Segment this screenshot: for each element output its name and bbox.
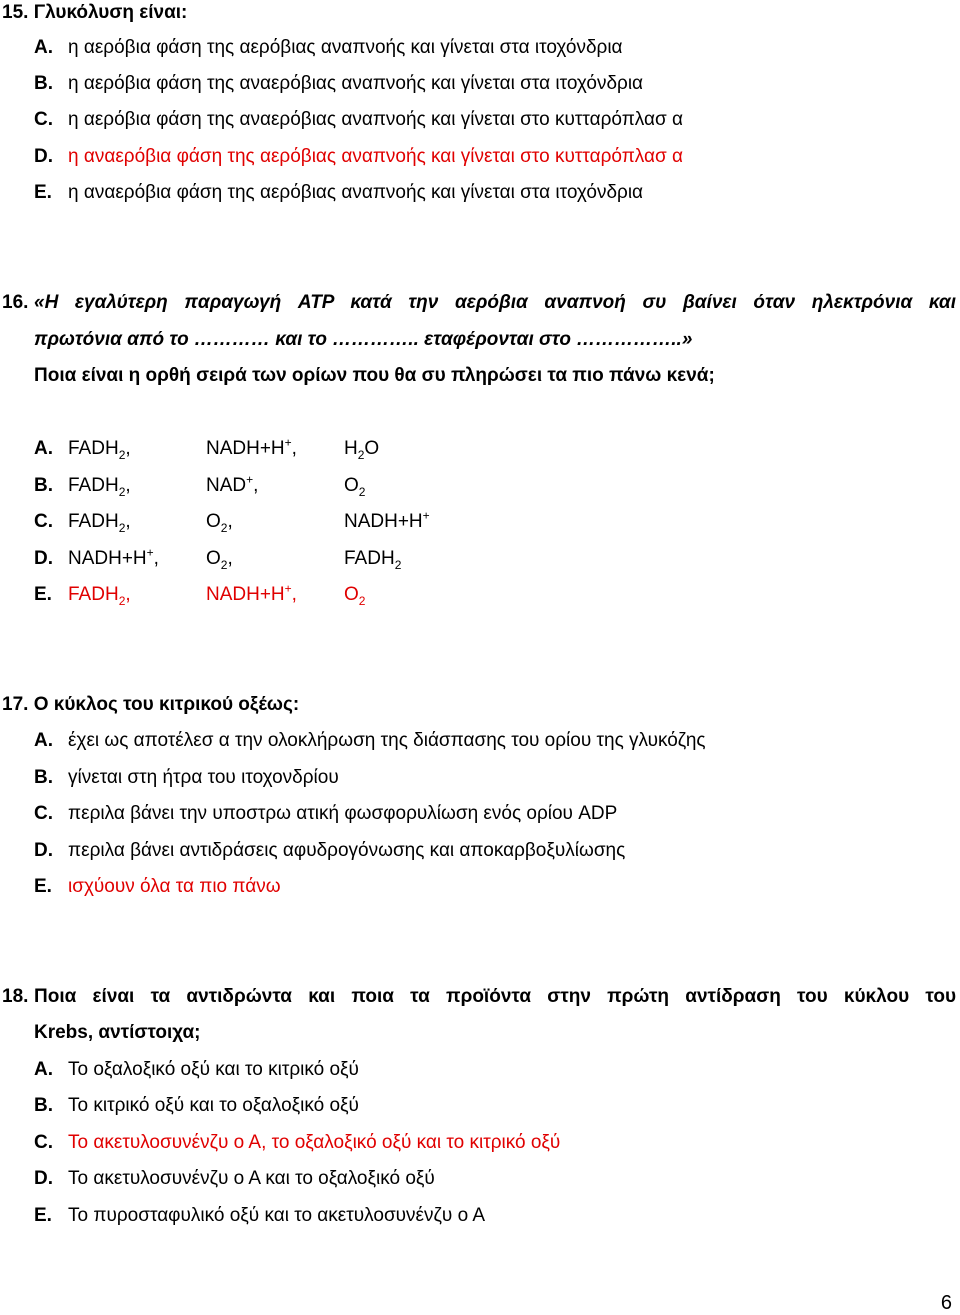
option-term-1: $FADH_2$,	[68, 475, 131, 499]
option-text: η αερόβια φάση της αναερόβιας αναπνοής και γίνεται στο κυτταρόπλασ α	[68, 109, 683, 130]
q18-option-b	[34, 1094, 359, 1118]
q15-option-c	[34, 108, 683, 132]
option-term-3: $H_2O$	[344, 438, 380, 462]
option-letter: E.	[34, 1205, 52, 1226]
page-number: 6	[940, 1292, 952, 1314]
q18-title-line1: Ποια είναι τα αντιδρώντα και ποια τα προϊόντα στην πρώτη αντίδραση του κύκλου του	[34, 986, 956, 1007]
q18-number: 18.	[2, 986, 29, 1007]
q17-option-e	[34, 875, 281, 899]
option-term-1: $FADH_2$,	[68, 511, 131, 535]
q18-option-a	[34, 1058, 359, 1082]
option-letter: B.	[34, 1095, 53, 1116]
option-letter: C.	[34, 109, 53, 130]
q15-title: 15. Γλυκόλυση είναι:	[2, 2, 188, 23]
q17-option-b	[34, 766, 339, 790]
q17-option-a	[34, 729, 706, 753]
q17-title: 17. Ο κύκλος του κιτρικού οξέως:	[2, 694, 300, 715]
option-letter: B.	[34, 73, 53, 94]
q16-stem-line1: «Η εγαλύτερη παραγωγή ATP κατά την αερόβια αναπνοή συ βαίνει όταν ηλεκτρόνια και	[34, 292, 956, 313]
option-term-2: NAD+,	[206, 472, 259, 496]
option-text-answer: Το ακετυλοσυνένζυ ο Α, το οξαλοξικό οξύ και το κιτρικό οξύ	[68, 1132, 561, 1153]
option-term-1: NADH+H+,	[68, 545, 159, 569]
option-text: η αερόβια φάση της αερόβιας αναπνοής και γίνεται στα ιτοχόνδρια	[68, 37, 623, 58]
q16-number: 16.	[2, 292, 29, 313]
option-letter: A.	[34, 37, 53, 58]
option-letter: D.	[34, 1168, 53, 1189]
q15-option-e	[34, 181, 643, 205]
option-letter: D.	[34, 548, 53, 569]
q15-option-a	[34, 36, 623, 60]
option-text: η αναερόβια φάση της αερόβιας αναπνοής και γίνεται στα ιτοχόνδρια	[68, 182, 644, 203]
q16-question: Ποια είναι η ορθή σειρά των ορίων που θα συ πληρώσει τα πιο πάνω κενά;	[34, 365, 715, 386]
q18-option-d	[34, 1167, 435, 1191]
option-term-3: $FADH_2$	[344, 548, 402, 572]
option-letter: D.	[34, 146, 53, 167]
option-term-3-answer: $O_2$	[344, 584, 366, 608]
option-text: η αερόβια φάση της αναερόβιας αναπνοής και γίνεται στα ιτοχόνδρια	[68, 73, 644, 94]
option-term-2: $O_2$,	[206, 511, 233, 535]
option-term-3: $O_2$	[344, 475, 366, 499]
option-text: Το οξαλοξικό οξύ και το κιτρικό οξύ	[68, 1059, 359, 1080]
option-letter: A.	[34, 438, 53, 459]
option-letter: E.	[34, 876, 52, 897]
option-term-2-answer: NADH+H+,	[206, 581, 297, 605]
option-letter: C.	[34, 803, 53, 824]
option-letter: B.	[34, 475, 53, 496]
option-text: περιλα βάνει αντιδράσεις αφυδρογόνωσης και αποκαρβοξυλίωσης	[68, 840, 626, 861]
option-text: γίνεται στη ήτρα του ιτοχονδρίου	[68, 767, 339, 788]
option-letter: A.	[34, 1059, 53, 1080]
q18-title-line2: Krebs, αντίστοιχα;	[34, 1022, 201, 1043]
option-term-3: NADH+H+	[344, 508, 430, 532]
option-text: περιλα βάνει την υποστρω ατική φωσφορυλίωση ενός ορίου ADP	[68, 803, 618, 824]
option-text-answer: ισχύουν όλα τα πιο πάνω	[68, 876, 281, 897]
q18-option-e	[34, 1204, 485, 1228]
option-text: έχει ως αποτέλεσ α την ολοκλήρωση της διάσπασης του ορίου της γλυκόζης	[68, 730, 706, 751]
q17-option-d	[34, 839, 625, 863]
option-letter: A.	[34, 730, 53, 751]
option-text: Το ακετυλοσυνένζυ ο Α και το οξαλοξικό οξύ	[68, 1168, 435, 1189]
q15-option-b	[34, 72, 643, 96]
option-term-2: NADH+H+,	[206, 435, 297, 459]
q17-option-c	[34, 802, 617, 826]
option-text: Το κιτρικό οξύ και το οξαλοξικό οξύ	[68, 1095, 359, 1116]
option-term-1-answer: $FADH_2$,	[68, 584, 131, 608]
option-text-answer: η αναερόβια φάση της αερόβιας αναπνοής και γίνεται στο κυτταρόπλασ α	[68, 146, 683, 167]
option-letter: C.	[34, 1132, 53, 1153]
q18-option-c	[34, 1131, 560, 1155]
option-letter: E.	[34, 584, 52, 605]
option-term-2: $O_2$,	[206, 548, 233, 572]
option-letter: D.	[34, 840, 53, 861]
q16-stem-line2: πρωτόνια από το ………… και το ………….. εταφέρονται στο ……………..»	[34, 329, 693, 350]
option-letter: E.	[34, 182, 52, 203]
option-letter: C.	[34, 511, 53, 532]
option-term-1: $FADH_2$,	[68, 438, 131, 462]
option-text: Το πυροσταφυλικό οξύ και το ακετυλοσυνένζυ ο Α	[68, 1205, 486, 1226]
q15-option-d	[34, 145, 683, 169]
option-letter: B.	[34, 767, 53, 788]
